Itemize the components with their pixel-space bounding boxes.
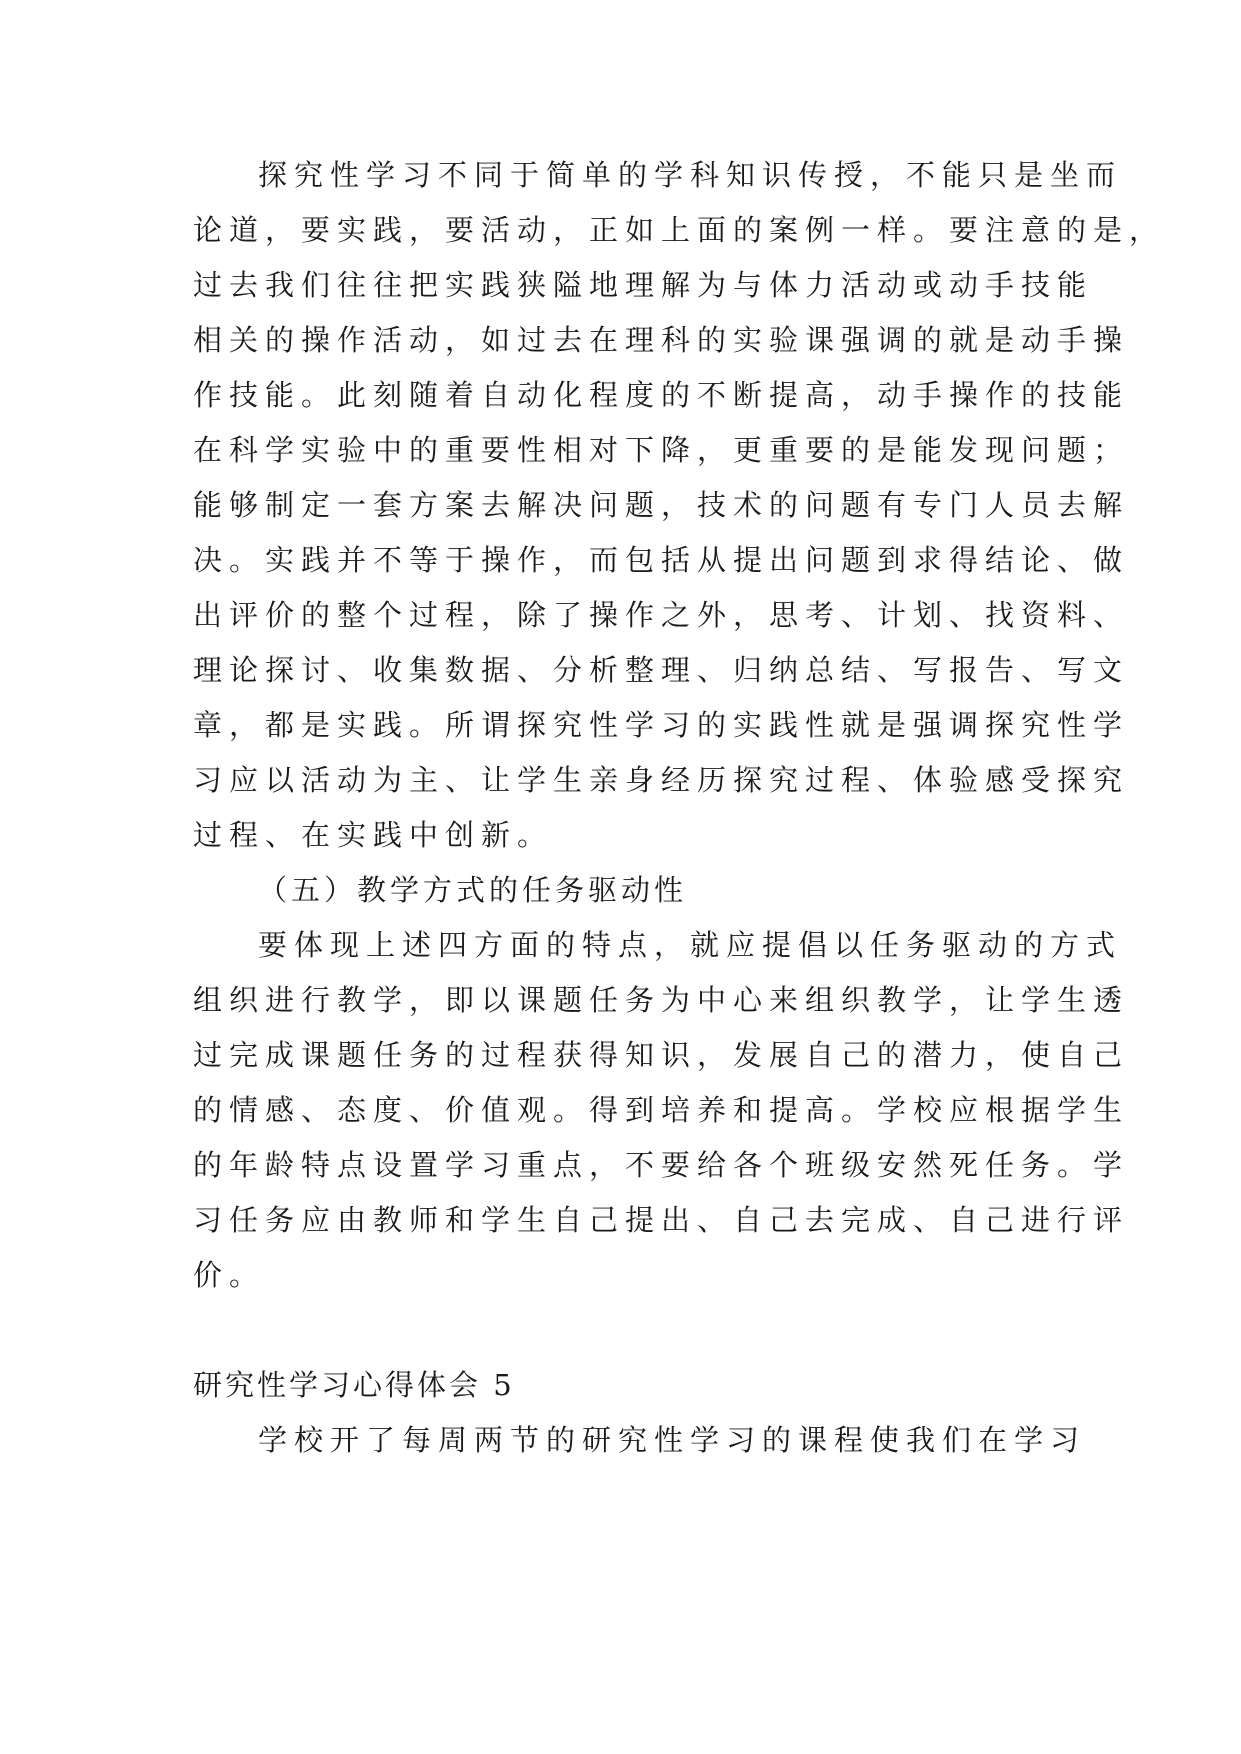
paragraph-3-line-1: 学校开了每周两节的研究性学习的课程使我们在学习: [258, 1423, 1087, 1457]
paragraph-1-line-13: 过程、在实践中创新。: [193, 818, 554, 852]
paragraph-2-line-5: 的年龄特点设置学习重点，不要给各个班级安然死任务。学: [193, 1148, 1130, 1182]
paragraph-2-line-2: 组织进行教学，即以课题任务为中心来组织教学，让学生透: [193, 983, 1130, 1017]
paragraph-1-line-2: 论道，要实践，要活动，正如上面的案例一样。要注意的是，: [193, 213, 1166, 247]
paragraph-2-line-3: 过完成课题任务的过程获得知识，发展自己的潜力，使自己: [193, 1038, 1130, 1072]
paragraph-1-line-1: 探究性学习不同于简单的学科知识传授，不能只是坐而: [258, 158, 1123, 192]
paragraph-1-line-8: 决。实践并不等于操作，而包括从提出问题到求得结论、做: [193, 543, 1130, 577]
paragraph-1-line-9: 出评价的整个过程，除了操作之外，思考、计划、找资料、: [193, 598, 1130, 632]
paragraph-2-line-4: 的情感、态度、价值观。得到培养和提高。学校应根据学生: [193, 1093, 1130, 1127]
subheading-five: （五）教学方式的任务驱动性: [258, 873, 688, 907]
paragraph-2-line-6: 习任务应由教师和学生自己提出、自己去完成、自己进行评: [193, 1203, 1130, 1237]
paragraph-1-line-12: 习应以活动为主、让学生亲身经历探究过程、体验感受探究: [193, 763, 1130, 797]
paragraph-2-line-7: 价。: [193, 1258, 266, 1292]
paragraph-1-line-11: 章，都是实践。所谓探究性学习的实践性就是强调探究性学: [193, 708, 1130, 742]
paragraph-1-line-3: 过去我们往往把实践狭隘地理解为与体力活动或动手技能: [193, 268, 1094, 302]
paragraph-1-line-6: 在科学实验中的重要性相对下降，更重要的是能发现问题；: [193, 433, 1130, 467]
paragraph-1-line-4: 相关的操作活动，如过去在理科的实验课强调的就是动手操: [193, 323, 1130, 357]
section-heading: 研究性学习心得体会 5: [193, 1368, 515, 1402]
paragraph-1-line-10: 理论探讨、收集数据、分析整理、归纳总结、写报告、写文: [193, 653, 1130, 687]
paragraph-1-line-7: 能够制定一套方案去解决问题，技术的问题有专门人员去解: [193, 488, 1130, 522]
paragraph-2-line-1: 要体现上述四方面的特点，就应提倡以任务驱动的方式: [258, 928, 1123, 962]
paragraph-1-line-5: 作技能。此刻随着自动化程度的不断提高，动手操作的技能: [193, 378, 1130, 412]
